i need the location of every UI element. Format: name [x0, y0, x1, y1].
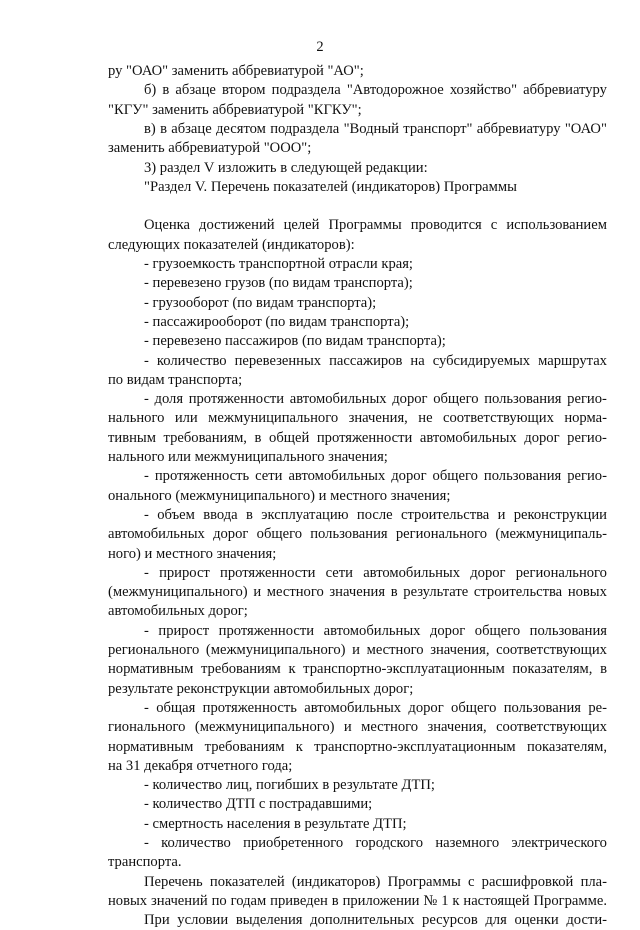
text-word: регио-	[567, 429, 607, 446]
text-word: в	[162, 82, 170, 99]
text-word: прирост	[158, 622, 210, 639]
text-word: автомобильных	[323, 622, 421, 639]
text-word: приведен	[270, 892, 328, 909]
text-word: межмуниципального	[208, 410, 339, 427]
text-word: Программе.	[533, 892, 607, 909]
text-word: приобретенного	[243, 835, 344, 851]
text-line	[144, 564, 607, 583]
text-word: регио-	[567, 391, 607, 408]
text-word: в	[254, 429, 262, 446]
text-word: в)	[144, 120, 156, 137]
text-word: местного	[361, 719, 419, 736]
text-word: строительства	[400, 506, 490, 523]
text-word: транспортно-эксплуатационным	[303, 661, 505, 678]
text-word: Оценка	[144, 217, 190, 234]
text-word: Программы	[328, 217, 402, 234]
text-word: местного	[366, 642, 424, 658]
text-word: требованиям,	[163, 429, 247, 446]
text-word: пла-	[580, 873, 607, 890]
text-word: ввода	[203, 506, 238, 523]
text-word: дорог	[213, 526, 249, 543]
text-word: в	[160, 120, 167, 137]
text-word: нормативным	[108, 738, 194, 755]
text-word: в	[246, 506, 253, 523]
text-word: пользования	[484, 391, 562, 408]
text-word: и	[352, 642, 360, 658]
text-word: (межмуниципаль-	[495, 526, 607, 543]
text-word: с	[490, 217, 498, 234]
text-word: значения,	[348, 410, 408, 427]
text-word: протяженности	[220, 564, 316, 581]
text-word: ре-	[588, 699, 607, 716]
text-word: -	[144, 468, 149, 485]
text-word: регио-	[567, 468, 607, 485]
text-word: пассажиров	[329, 352, 403, 369]
text-word: подраздела	[271, 82, 341, 99]
text-word: в	[390, 584, 398, 601]
text-line: - перевезено пассажиров (по видам транспорта);	[144, 333, 446, 350]
text-word: по	[211, 892, 227, 909]
text-line	[108, 409, 607, 428]
text-line	[108, 525, 607, 544]
text-word: требованиям	[204, 738, 285, 755]
text-word: "Автодорожное	[346, 82, 444, 99]
text-word: результате	[403, 584, 469, 601]
text-word: общего	[433, 391, 479, 408]
text-word: аббревиатуру	[476, 120, 561, 137]
text-word: маршрутах	[538, 352, 607, 369]
text-word: норма-	[564, 410, 607, 427]
text-word: расшифровкой	[481, 873, 574, 890]
text-line: по видам транспорта;	[108, 371, 243, 388]
text-word: дорог	[429, 622, 466, 639]
text-word: дорог	[524, 429, 560, 446]
text-word: достижений	[199, 217, 275, 234]
text-word: транспорт"	[403, 120, 473, 137]
text-word: значения,	[430, 642, 490, 658]
text-word: общего	[474, 622, 521, 639]
text-word: нального	[108, 410, 165, 427]
text-word: общего	[451, 699, 497, 716]
text-line: на 31 декабря отчетного года;	[108, 757, 293, 774]
text-word: Перечень	[144, 873, 203, 890]
text-word: автомобильных	[288, 468, 386, 485]
text-word: №	[423, 892, 438, 909]
text-line	[144, 390, 607, 409]
text-word: новых	[108, 892, 148, 909]
text-word: общего	[432, 468, 478, 485]
text-word: пользования	[483, 468, 562, 485]
text-word: перевезенных	[234, 352, 322, 369]
text-word: "Водный	[343, 120, 399, 137]
text-word: дорог	[408, 699, 444, 716]
text-word: автомобильных	[289, 391, 387, 408]
text-word: -	[144, 622, 149, 639]
text-word: на	[410, 352, 425, 369]
text-word: к	[452, 892, 460, 909]
text-word: настоящей	[463, 892, 530, 909]
text-word: пользования	[503, 699, 582, 716]
text-word: использованием	[506, 217, 607, 234]
text-line: ру "ОАО" заменить аббревиатурой "АО";	[108, 63, 364, 79]
text-word: б)	[144, 82, 157, 99]
text-word: показателям,	[512, 661, 593, 678]
text-word: -	[144, 564, 149, 581]
text-word: для	[485, 912, 507, 929]
text-word: объем	[157, 506, 195, 523]
text-line	[144, 834, 607, 853]
text-line	[144, 506, 607, 525]
text-line: - грузоемкость транспортной отрасли края;	[144, 256, 413, 272]
page-number: 2	[316, 39, 324, 55]
text-word: и	[343, 719, 352, 736]
text-line	[144, 81, 607, 100]
text-word: десятом	[216, 120, 266, 137]
text-line	[144, 699, 607, 718]
text-word: выделения	[235, 912, 303, 929]
text-word: в	[331, 892, 339, 909]
text-word: реконструкции	[513, 506, 607, 523]
text-word: и	[253, 584, 262, 601]
text-word: -	[144, 506, 149, 523]
text-word: дорог	[391, 468, 427, 485]
text-word: дорог	[392, 391, 428, 408]
text-line: - перевезено грузов (по видам транспорта);	[144, 275, 413, 292]
text-word: регионального	[108, 642, 200, 658]
text-word: приложении	[342, 892, 420, 909]
text-line: транспорта.	[108, 854, 182, 871]
text-word: абзаце	[175, 82, 216, 99]
text-word: протяженность	[154, 468, 250, 485]
text-word: (межмуниципального)	[194, 719, 335, 736]
text-line: - количество лиц, погибших в результате ДТП;	[144, 777, 435, 794]
text-line: следующих показателей (индикаторов):	[108, 236, 355, 253]
text-word: соответствующих	[496, 642, 607, 658]
text-word: к	[295, 738, 303, 755]
text-word: протяженности	[316, 429, 413, 446]
text-line	[108, 641, 607, 660]
text-word: дости-	[566, 912, 607, 929]
text-line	[108, 892, 607, 911]
text-word: условии	[177, 912, 229, 929]
text-word: протяженности	[218, 622, 315, 639]
text-word: дополнительных	[310, 912, 415, 929]
text-word: нормативным	[108, 661, 194, 678]
text-word: общая	[156, 699, 196, 716]
text-line	[144, 873, 607, 892]
text-word: доля	[154, 391, 184, 408]
text-word: сети	[325, 564, 353, 581]
text-word: ресурсов	[422, 912, 478, 929]
text-line	[108, 718, 607, 737]
text-word: тивным	[108, 429, 156, 446]
text-word: в	[600, 661, 607, 678]
text-word: с	[467, 873, 475, 890]
text-word: -	[144, 352, 149, 369]
text-word: требованиям	[201, 661, 281, 678]
text-word: автомобильных	[419, 429, 517, 446]
text-word: 1	[441, 892, 449, 909]
text-word: (межмуниципального)	[108, 584, 248, 601]
text-line: автомобильных дорог;	[108, 603, 248, 620]
text-word: хозяйство"	[449, 82, 518, 99]
text-line: - количество ДТП с пострадавшими;	[144, 796, 373, 813]
text-word: сети	[255, 468, 283, 485]
text-word: транспортно-эксплуатационным	[314, 738, 516, 755]
text-line	[108, 429, 607, 448]
text-word: автомобильных	[108, 526, 205, 543]
text-word: целей	[283, 217, 320, 234]
text-line: "КГУ" заменить аббревиатурой "КГКУ";	[108, 101, 362, 118]
text-word: "ОАО"	[564, 120, 607, 137]
text-line: нального или межмуниципального значения;	[108, 449, 388, 465]
text-word: оценки	[514, 912, 559, 929]
text-word: дорог	[470, 564, 506, 581]
text-word: пользования	[529, 622, 607, 639]
text-line: результате реконструкции автомобильных дорог;	[108, 680, 414, 697]
text-word: пользования	[310, 526, 388, 543]
text-word: не	[418, 410, 433, 427]
text-word: общего	[256, 526, 302, 543]
text-word: показателей	[209, 873, 285, 890]
text-word: соответствующих	[496, 719, 607, 736]
text-line	[144, 352, 607, 371]
text-word: новых	[567, 584, 607, 601]
text-word: (межмуниципального)	[205, 642, 346, 658]
text-line: - грузооборот (по видам транспорта);	[144, 294, 377, 311]
text-word: субсидируемых	[432, 352, 531, 369]
text-line	[144, 216, 607, 235]
text-word: проводится	[410, 217, 482, 234]
text-word: значения	[329, 584, 386, 601]
text-word: эксплуатацию	[261, 506, 349, 523]
text-word: втором	[221, 82, 266, 99]
text-word: -	[144, 391, 149, 408]
text-line: ного) и местного значения;	[108, 545, 277, 562]
text-word: аббревиатуру	[523, 82, 607, 99]
text-word: к	[288, 661, 296, 678]
text-word: количество	[161, 835, 231, 851]
text-line: - пассажирооборот (по видам транспорта);	[144, 313, 410, 330]
text-word: При	[144, 912, 170, 929]
text-word: или	[174, 410, 198, 427]
text-word: (индикаторов)	[291, 873, 381, 890]
text-line	[144, 622, 607, 641]
text-word: наземного	[435, 835, 500, 851]
text-word: подраздела	[270, 120, 340, 137]
text-word: протяженности	[188, 391, 285, 408]
text-word: автомобильных	[363, 564, 461, 581]
text-line	[144, 911, 607, 930]
text-line	[144, 120, 607, 139]
text-word: гионального	[108, 719, 186, 736]
text-line: заменить аббревиатурой "ООО";	[108, 140, 312, 157]
text-word: количество	[156, 352, 227, 369]
text-word: годам	[230, 892, 267, 909]
text-word: протяженность	[202, 699, 297, 716]
text-word: -	[144, 699, 149, 716]
text-word: прирост	[159, 564, 210, 581]
text-word: значения,	[427, 719, 487, 736]
text-line	[108, 583, 607, 602]
text-word: -	[144, 835, 149, 851]
text-line	[108, 738, 607, 757]
text-line: "Раздел V. Перечень показателей (индикаторов) Программы	[144, 178, 517, 195]
text-word: строительства	[473, 584, 563, 601]
text-word: электрического	[511, 835, 607, 851]
text-word: местного	[266, 584, 324, 601]
text-word: регионального	[395, 526, 488, 543]
text-word: абзаце	[171, 120, 212, 137]
text-word: значений	[151, 892, 208, 909]
text-word: автомобильных	[304, 699, 402, 716]
text-line	[144, 467, 607, 486]
text-word: общей	[269, 429, 310, 446]
text-word: и	[497, 506, 506, 523]
text-word: Программы	[387, 873, 461, 890]
text-line	[108, 660, 607, 679]
text-word: регионального	[515, 564, 607, 581]
text-line: 3) раздел V изложить в следующей редакции:	[144, 159, 428, 176]
text-word: городского	[355, 835, 424, 851]
text-word: после	[356, 506, 393, 523]
text-word: соответствующих	[443, 410, 554, 427]
text-line: - смертность населения в результате ДТП;	[144, 815, 407, 832]
text-line: онального (межмуниципального) и местного значения;	[108, 487, 451, 504]
text-word: показателям,	[526, 738, 607, 755]
